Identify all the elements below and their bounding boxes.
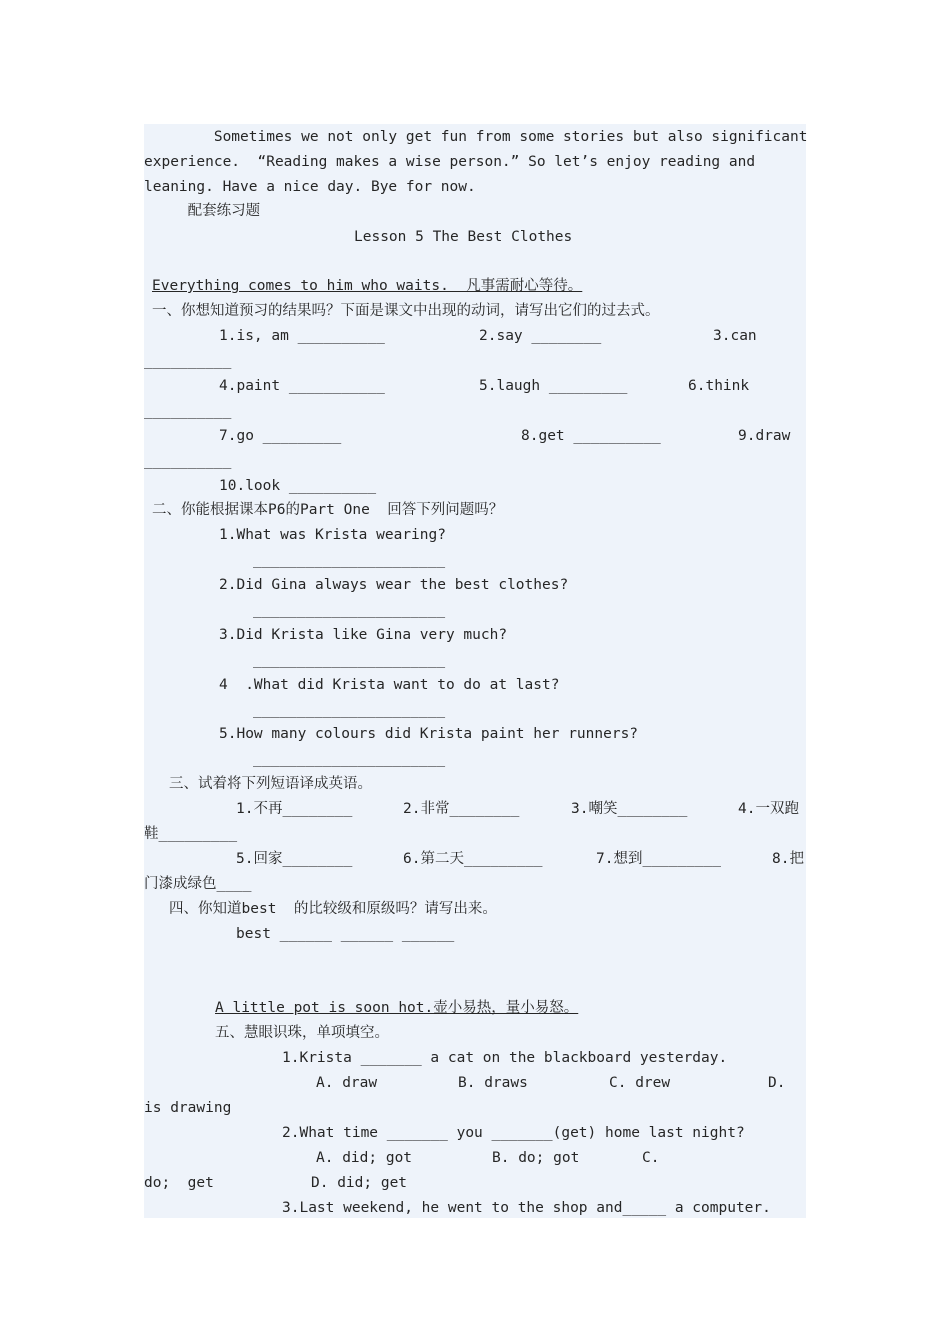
phrase-2: 2.非常________ <box>403 801 520 817</box>
phrase-5: 5.回家________ <box>236 851 353 867</box>
mc-question-1: 1.Krista _______ a cat on the blackboard yesterday. <box>282 1050 728 1066</box>
verb-3-blank: __________ <box>144 353 232 369</box>
mc-2-option-d: D. did; get <box>311 1175 408 1191</box>
verb-1: 1.is, am __________ <box>219 328 385 344</box>
verb-7: 7.go _________ <box>219 428 342 444</box>
question-1: 1.What was Krista wearing? <box>219 527 446 543</box>
verb-9: 9.draw <box>738 428 791 444</box>
mc-1-option-c: C. drew <box>609 1075 671 1091</box>
phrase-4: 4.一双跑 <box>738 801 799 817</box>
question-2: 2.Did Gina always wear the best clothes? <box>219 577 569 593</box>
verb-6-blank: __________ <box>144 403 232 419</box>
mc-2-option-a: A. did; got <box>316 1150 413 1166</box>
mc-1-option-d: D. <box>768 1075 786 1091</box>
verb-8: 8.get __________ <box>521 428 661 444</box>
mc-1-option-a: A. draw <box>316 1075 378 1091</box>
phrase-3: 3.嘲笑________ <box>571 801 688 817</box>
intro-line-3: leaning. Have a nice day. Bye for now. <box>144 179 476 195</box>
mc-2-option-c: C. <box>642 1150 660 1166</box>
answer-line-2: ______________________ <box>253 602 446 618</box>
verb-2: 2.say ________ <box>479 328 602 344</box>
mc-question-3: 3.Last weekend, he went to the shop and_____ a computer. <box>282 1200 771 1216</box>
proverb-1: Everything comes to him who waits. 凡事需耐心等待。 <box>152 278 583 294</box>
verb-10: 10.look __________ <box>219 478 377 494</box>
exercise-label: 配套练习题 <box>144 203 261 219</box>
answer-line-3: ______________________ <box>253 652 446 668</box>
question-3: 3.Did Krista like Gina very much? <box>219 627 508 643</box>
section-2-heading: 二、你能根据课本P6的Part One 回答下列问题吗？ <box>152 502 504 518</box>
best-forms-line: best ______ ______ ______ <box>236 926 455 942</box>
section-5-heading: 五、慧眼识珠，单项填空。 <box>215 1025 389 1041</box>
answer-line-5: ______________________ <box>253 751 446 767</box>
verb-5: 5.laugh _________ <box>479 378 628 394</box>
lesson-title: Lesson 5 The Best Clothes <box>354 229 573 245</box>
proverb-2: A little pot is soon hot.壶小易热，量小易怒。 <box>215 1000 579 1016</box>
question-4: 4 .What did Krista want to do at last? <box>219 677 560 693</box>
mc-question-2: 2.What time _______ you _______(get) home last night? <box>282 1125 745 1141</box>
verb-9-blank: __________ <box>144 453 232 469</box>
mc-1-option-b: B. draws <box>458 1075 528 1091</box>
phrase-1: 1.不再________ <box>236 801 353 817</box>
phrase-6: 6.第二天_________ <box>403 851 543 867</box>
mc-1-option-d-text: is drawing <box>144 1100 232 1116</box>
phrase-4-cont: 鞋_________ <box>144 826 238 842</box>
mc-2-option-b: B. do; got <box>492 1150 580 1166</box>
mc-2-option-c-text: do; get <box>144 1175 214 1191</box>
section-1-heading: 一、你想知道预习的结果吗？下面是课文中出现的动词，请写出它们的过去式。 <box>152 303 660 319</box>
section-3-heading: 三、试着将下列短语译成英语。 <box>169 776 372 792</box>
section-4-heading: 四、你知道best 的比较级和原级吗？请写出来。 <box>169 901 497 917</box>
question-5: 5.How many colours did Krista paint her runners? <box>219 726 639 742</box>
answer-line-1: ______________________ <box>253 552 446 568</box>
phrase-8: 8.把 <box>772 851 804 867</box>
phrase-8-cont: 门漆成绿色____ <box>144 876 252 892</box>
intro-line-2: experience. “Reading makes a wise person.” So let’s enjoy reading and <box>144 154 756 170</box>
verb-4: 4.paint ___________ <box>219 378 385 394</box>
phrase-7: 7.想到_________ <box>596 851 722 867</box>
answer-line-4: ______________________ <box>253 702 446 718</box>
verb-6: 6.think <box>688 378 750 394</box>
intro-line-1: Sometimes we not only get fun from some stories but also significant <box>144 129 808 145</box>
verb-3: 3.can <box>713 328 757 344</box>
